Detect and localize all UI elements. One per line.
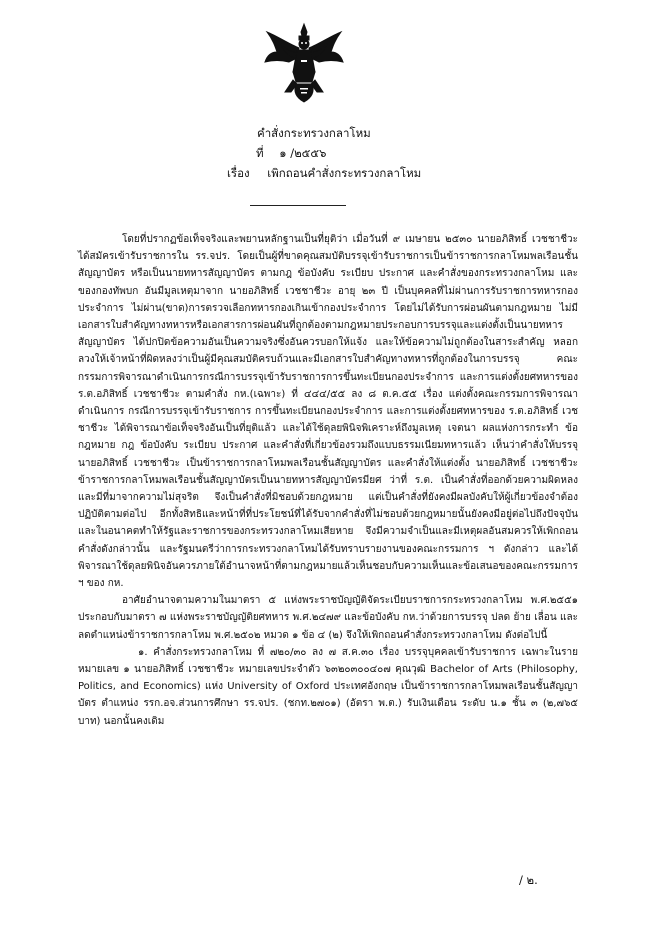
body-paragraph-2: อาศัยอำนาจตามความในมาตรา ๕ แห่งพระราชบัญญัติจัดระเบียบราชการกระทรวงกลาโหม พ.ศ.๒๕๕๑ ประกอบกับมาตรา ๗ แห่งพระราชบัญญัติยศทหาร พ.ศ.๒๔๗๙ และข้อบังคับ กห.ว่าด้วยการบรรจุ ปลด ย้าย เลื่อน และลดตำแหน่งข้าราชการกลาโหม พ.ศ.๒๕๐๒ หมวด ๑ ข้อ ๔ (๒) จึงให้เพิกถอนคำสั่งกระทรวงกลาโหม ดังต่อไปนี้ <box>78 595 578 641</box>
order-number-label: ที่ <box>256 146 264 160</box>
order-subject-row <box>227 166 421 180</box>
header-divider <box>250 205 346 206</box>
order-title: คำสั่งกระทรวงกลาโหม <box>257 126 371 140</box>
page-continuation-marker: / ๒. <box>519 873 538 887</box>
garuda-emblem-icon <box>263 22 345 104</box>
body-item-1: ๑. คำสั่งกระทรวงกลาโหม ที่ ๗๒๐/๓๐ ลง ๗ ส.ค.๓๐ เรื่อง บรรจุบุคคลเข้ารับราชการ เฉพาะในรายหมายเลข ๑ นายอภิสิทธิ์ เวชชาชีวะ หมายเลขประจำตัว ๖๓๒๐๓๐๐๔๐๗ คุณวุฒิ Bachelor of Arts (Philosophy, Politics, and Economics) แห่ง University of Oxford ประเทศอังกฤษ เป็นข้าราชการกลาโหมพลเรือนชั้นสัญญาบัตร ตำแหน่ง รรก.อจ.ส่วนการศึกษา รร.จปร. (ชกท.๒๗๐๑) (อัตรา พ.ต.) รับเงินเดือน ระดับ น.๑ ชั้น ๓ (๒,๗๖๕ บาท) นอกนั้นคงเดิม <box>78 646 578 727</box>
order-subject-label: เรื่อง <box>227 166 250 180</box>
body-paragraph-1: โดยที่ปรากฏข้อเท็จจริงและพยานหลักฐานเป็นที่ยุติว่า เมื่อวันที่ ๙ เมษายน ๒๕๓๐ นายอภิสิทธิ์ เวชชาชีวะ ได้สมัครเข้ารับราชการใน รร.จปร. โดยเป็นผู้ที่ขาดคุณสมบัติบรรจุเข้ารับราชการเป็นข้าราชการกลาโหมพลเรือนชั้นสัญญาบัตร หรือเป็นนายทหารสัญญาบัตร ตามกฎ ข้อบังคับ ระเบียบ ประกาศ และคำสั่งของกระทรวงกลาโหม และของกองทัพบก อันมีมูลเหตุมาจาก นายอภิสิทธิ์ เวชชาชีวะ อายุ ๒๓ ปี เป็นบุคคลที่ไม่ผ่านการรับราชการทหารกองประจำการ ไม่ผ่าน(ขาด)การตรวจเลือกทหารกองเกินเข้ากองประจำการ โดยไม่ได้รับการผ่อนผันตามกฎหมาย ไม่มีเอกสารใบสำคัญทางทหารหรือเอกสารการผ่อนผันที่ถูกต้องตามกฎหมายประกอบการบรรจุและแต่งตั้งเป็นนายทหารสัญญาบัตร ได้ปกปิดข้อความอันเป็นความจริงซึ่งอันควรบอกให้แจ้ง และให้ข้อความไม่ถูกต้องในสาระสำคัญ หลอกลวงให้เจ้าหน้าที่ผิดหลงว่าเป็นผู้มีคุณสมบัติครบถ้วนและมีเอกสารใบสำคัญทางทหารที่ถูกต้องในการบรรจุ คณะกรรมการพิจารณาดำเนินการกรณีการบรรจุเข้ารับราชการการขึ้นทะเบียนกองประจำการ และการแต่งตั้งยศทหารของ ร.ต.อภิสิทธิ์ เวชชาชีวะ ตามคำสั่ง กห.(เฉพาะ) ที่ ๔๔๔/๕๕ ลง ๘ ต.ค.๕๕ เรื่อง แต่งตั้งคณะกรรมการพิจารณาดำเนินการ กรณีการบรรจุเข้ารับราชการ การขึ้นทะเบียนกองประจำการ และการแต่งตั้งยศทหารของ ร.ต.อภิสิทธิ์ เวชชาชีวะ ได้พิจารณาข้อเท็จจริงอันเป็นที่ยุติแล้ว และได้ใช้ดุลยพินิจพิเคราะห์ถึงมูลเหตุ เจตนา ผลแห่งการกระทำ ข้อกฎหมาย กฎ ข้อบังคับ ระเบียบ ประกาศ และคำสั่งที่เกี่ยวข้องรวมถึงแบบธรรมเนียมทหารแล้ว เห็นว่าคำสั่งให้บรรจุ นายอภิสิทธิ์ เวชชาชีวะ เป็นข้าราชการกลาโหมพลเรือนชั้นสัญญาบัตร และคำสั่งให้แต่งตั้ง นายอภิสิทธิ์ เวชชาชีวะ ข้าราชการกลาโหมพลเรือนชั้นสัญญาบัตรเป็นนายทหารสัญญาบัตรมียศ ว่าที่ ร.ต. เป็นคำสั่งที่ออกด้วยความผิดหลง และมีที่มาจากความไม่สุจริต จึงเป็นคำสั่งที่มิชอบด้วยกฎหมาย แต่เป็นคำสั่งที่ยังคงมีผลบังคับให้ผู้เกี่ยวข้องจำต้องปฏิบัติตามต่อไป อีกทั้งสิทธิและหน้าที่ที่ประโยชน์ที่ได้รับจากคำสั่งที่ไม่ชอบด้วยกฎหมายนั้นยังคงมีอยู่ต่อไปถึงปัจจุบันและในอนาคตทำให้รัฐและราชการของกระทรวงกลาโหมเสียหาย จึงมีความจำเป็นและมีเหตุผลอันสมควรให้เพิกถอนคำสั่งดังกล่าวนั้น และรัฐมนตรีว่าการกระทรวงกลาโหมได้รับทราบรายงานของคณะกรรมการ ฯ ดังกล่าว และได้พิจารณาใช้ดุลยพินิจอันควรภายใต้อำนาจหน้าที่ตามกฎหมายแล้วเห็นชอบกับความเห็นและข้อเสนอของคณะกรรมการ ฯ ของ กห. <box>78 234 578 590</box>
order-body <box>78 231 578 730</box>
order-number-value: ๑ /๒๕๕๖ <box>279 146 327 160</box>
order-number-row <box>256 146 326 160</box>
order-subject: เพิกถอนคำสั่งกระทรวงกลาโหม <box>267 166 422 180</box>
